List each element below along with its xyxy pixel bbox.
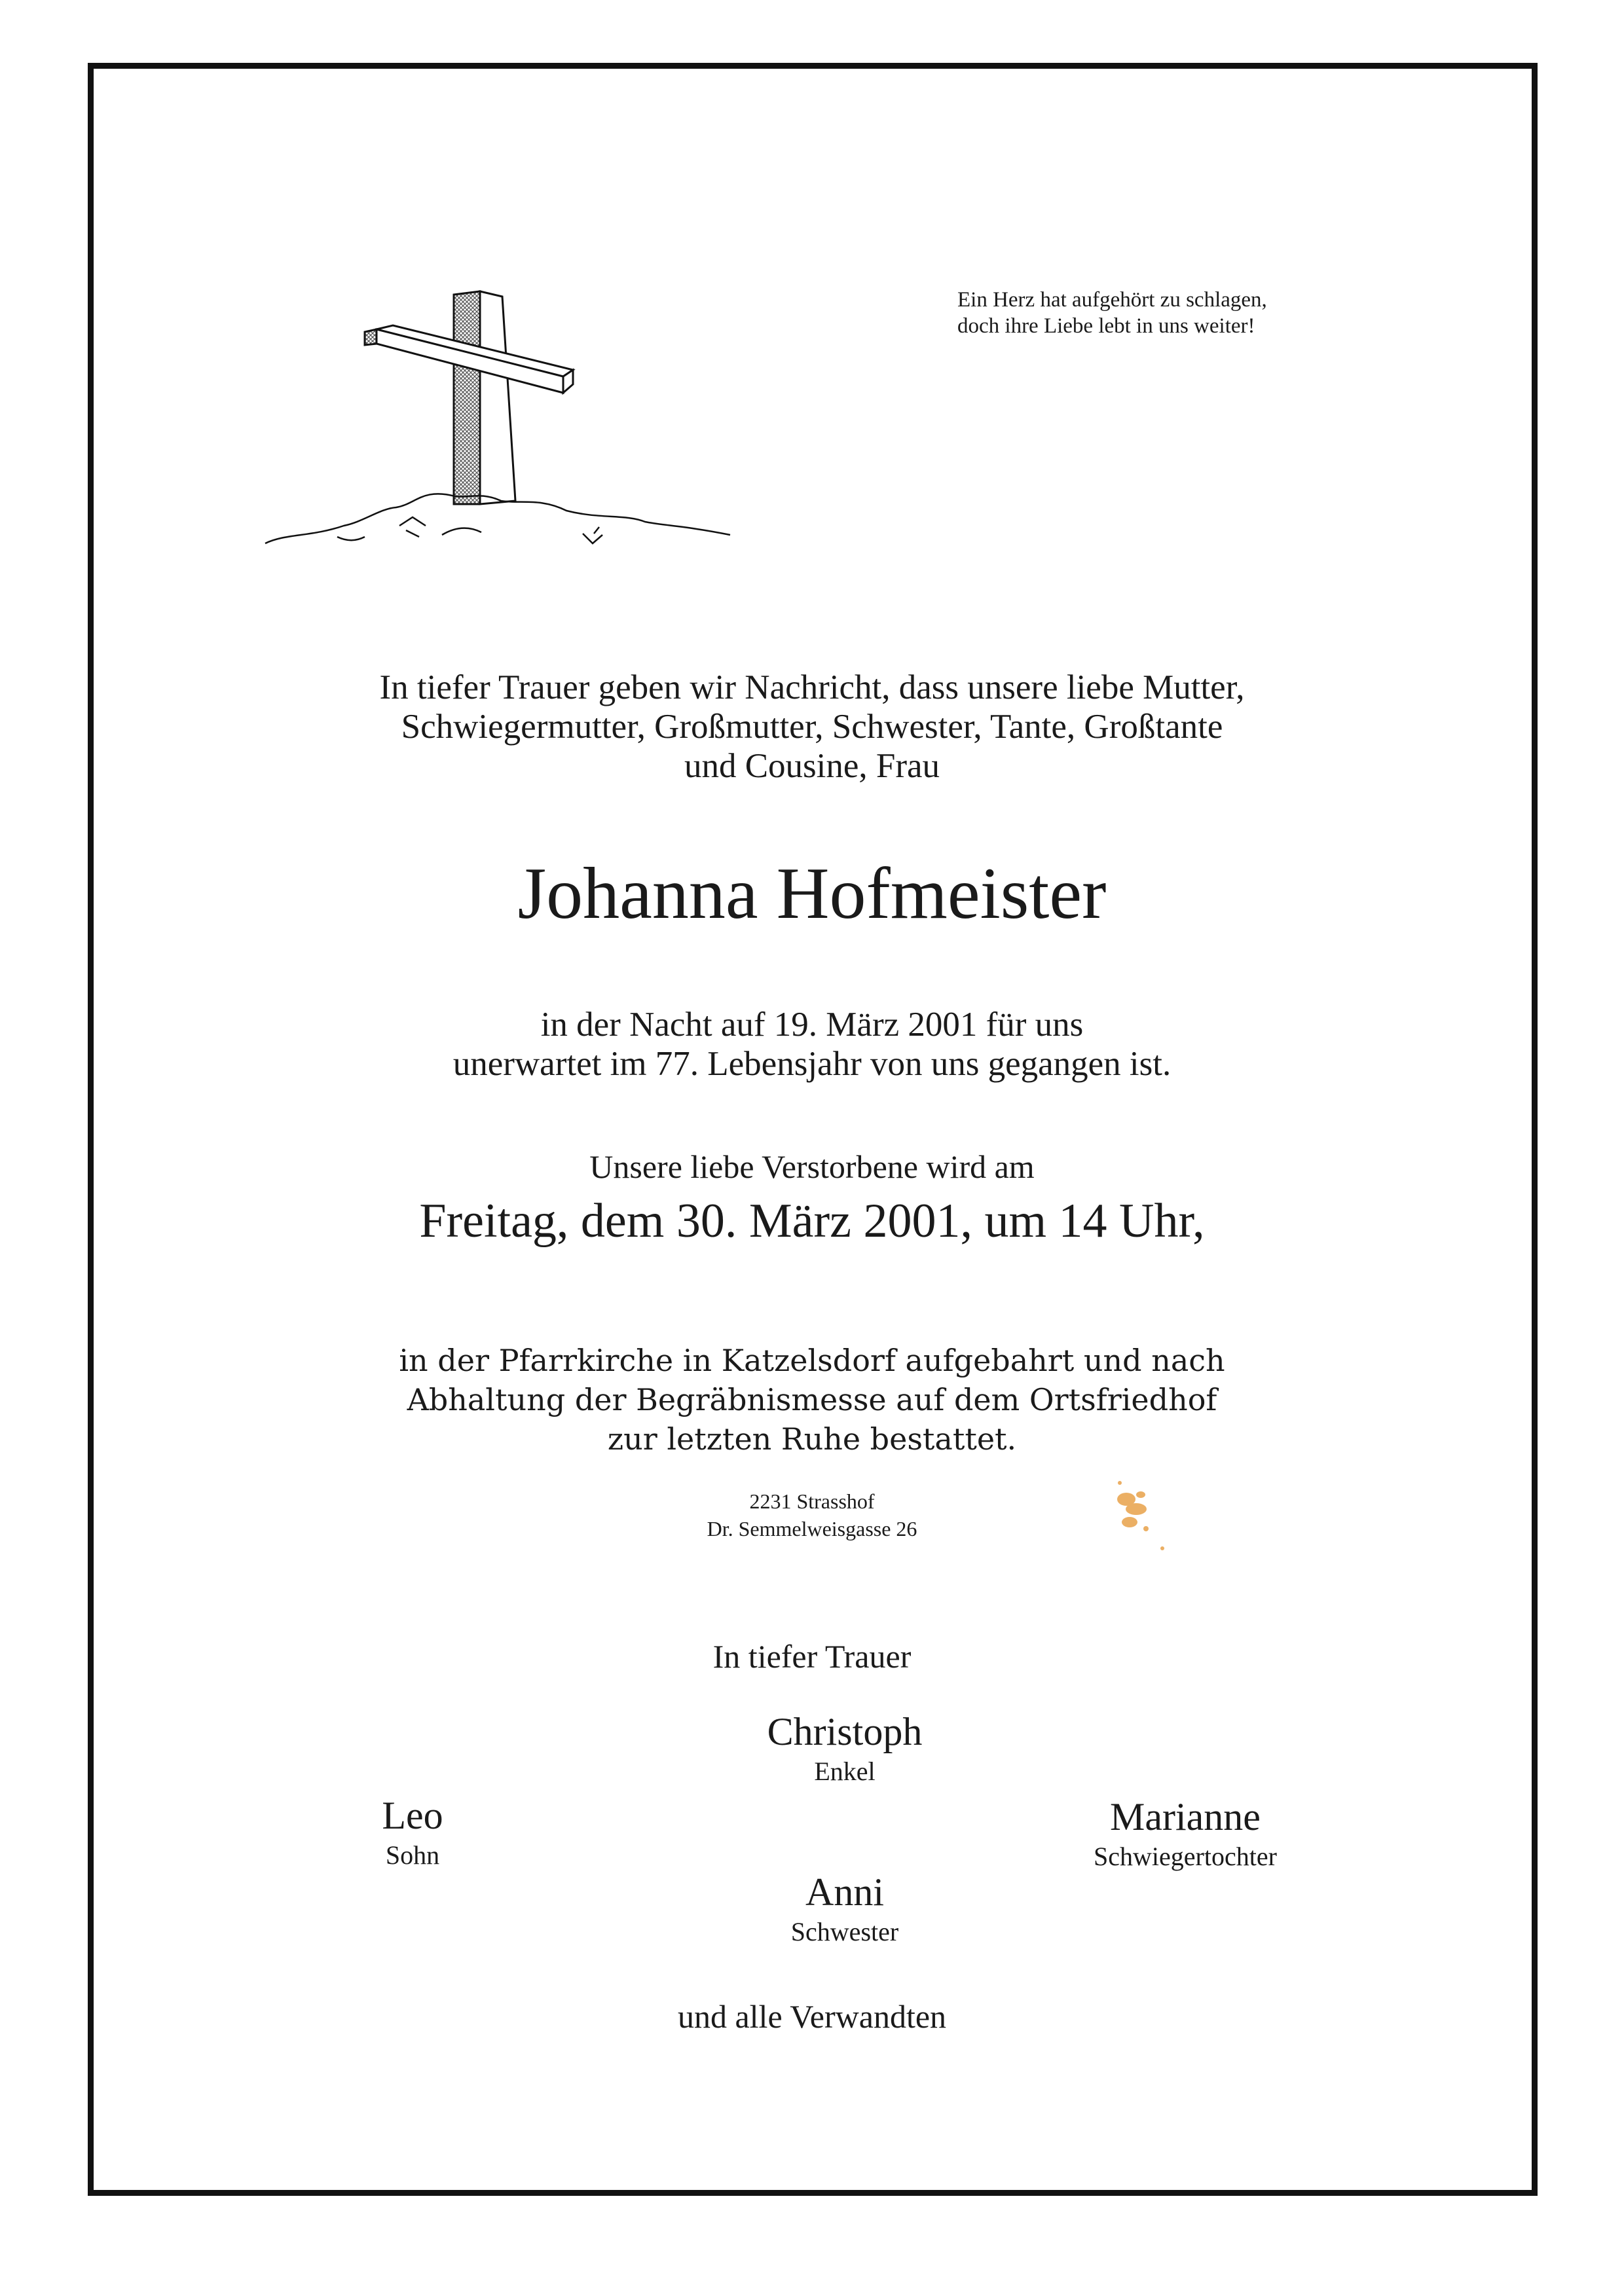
intro-text <box>157 668 1467 786</box>
mourner-marianne <box>1022 1794 1349 1874</box>
motto <box>957 287 1363 339</box>
motto-line-1: Ein Herz hat aufgehört zu schlagen, <box>957 288 1267 312</box>
stain-mark <box>1100 1463 1179 1555</box>
ceremony-text <box>157 1341 1467 1459</box>
mourner-role: Sohn <box>385 1840 440 1870</box>
mourner-christoph <box>681 1709 1008 1789</box>
ceremony-line-1: in der Pfarrkirche in Katzelsdorf aufgebahrt und nach <box>399 1343 1225 1378</box>
mourner-role: Schwester <box>790 1917 899 1946</box>
funeral-intro: Unsere liebe Verstorbene wird am <box>589 1148 1035 1185</box>
ceremony-line-2: Abhaltung der Begräbnismesse auf dem Ortsfriedhof <box>407 1382 1217 1417</box>
address-line-1: 2231 Strasshof <box>749 1489 875 1513</box>
passing-line-2: unerwartet im 77. Lebensjahr von uns gegangen ist. <box>452 1045 1172 1083</box>
cross-illustration <box>259 278 737 556</box>
intro-line-3: und Cousine, Frau <box>684 747 940 785</box>
grief-heading: In tiefer Trauer <box>712 1638 912 1675</box>
address <box>157 1487 1467 1542</box>
mourner-anni <box>681 1869 1008 1949</box>
mourner-name: Christoph <box>767 1710 923 1753</box>
intro-line-1: In tiefer Trauer geben wir Nachricht, dass unsere liebe Mutter, <box>379 668 1245 706</box>
passing-text <box>157 1005 1467 1084</box>
mourner-role: Schwiegertochter <box>1094 1842 1277 1871</box>
cross-icon <box>365 291 573 504</box>
mourner-name: Anni <box>805 1870 884 1914</box>
ceremony-line-3: zur letzten Ruhe bestattet. <box>607 1421 1017 1457</box>
passing-line-1: in der Nacht auf 19. März 2001 für uns <box>540 1006 1084 1044</box>
mourner-name: Leo <box>382 1794 443 1837</box>
mourner-leo <box>282 1793 544 1872</box>
address-line-2: Dr. Semmelweisgasse 26 <box>707 1517 917 1540</box>
mourner-name: Marianne <box>1110 1795 1261 1838</box>
intro-line-2: Schwiegermutter, Großmutter, Schwester, Tante, Großtante <box>401 708 1223 746</box>
funeral-date: Freitag, dem 30. März 2001, um 14 Uhr, <box>419 1194 1205 1248</box>
deceased-name: Johanna Hofmeister <box>517 853 1107 934</box>
mourner-role: Enkel <box>814 1757 876 1786</box>
closing-text: und alle Verwandten <box>677 1998 947 2035</box>
motto-line-2: doch ihre Liebe lebt in uns weiter! <box>957 314 1255 338</box>
